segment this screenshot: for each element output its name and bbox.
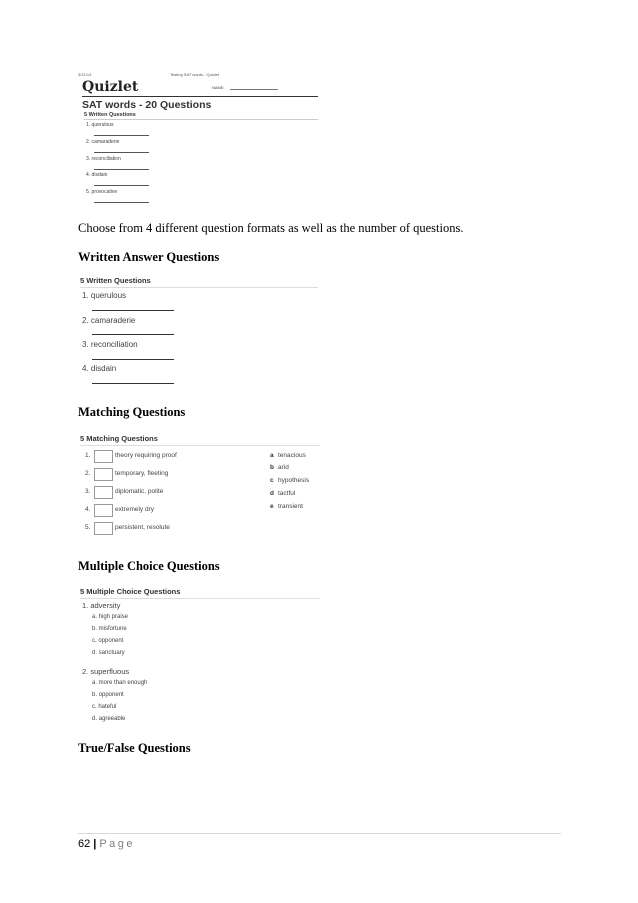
thumbnail-question: 2. camaraderie <box>86 139 120 145</box>
mc-option: a. high praise <box>92 614 129 620</box>
matching-answer-box[interactable] <box>94 522 113 535</box>
matching-block-title: 5 Matching Questions <box>80 434 158 443</box>
matching-option <box>270 490 295 497</box>
option-letter: d <box>270 490 274 497</box>
written-question: 1. querulous <box>82 291 127 300</box>
quizlet-thumbnail <box>78 72 322 206</box>
thumbnail-page-title: Testing SAT words - Quizlet <box>170 72 219 77</box>
matching-questions-block <box>80 434 320 531</box>
heading-true-false: True/False Questions <box>78 741 191 755</box>
option-text: arid <box>278 464 289 471</box>
mc-option: c. hateful <box>92 704 117 710</box>
mc-option: b. misfortune <box>92 626 127 632</box>
written-block-rule <box>80 287 318 288</box>
thumbnail-section-title: 5 Written Questions <box>84 112 136 118</box>
thumbnail-rule <box>82 96 318 97</box>
footer-rule <box>78 833 561 834</box>
quizlet-logo: Quizlet <box>82 79 139 95</box>
answer-line <box>92 334 174 335</box>
mc-option: d. agreeable <box>92 716 126 722</box>
mc-option: c. opponent <box>92 638 124 644</box>
written-block-title: 5 Written Questions <box>80 276 151 285</box>
answer-line <box>92 310 174 311</box>
matching-term: persistent, resolute <box>115 524 170 531</box>
answer-line <box>94 202 149 203</box>
option-text: tactful <box>278 490 296 497</box>
matching-term: diplomatic, polite <box>115 488 164 495</box>
matching-option <box>270 477 309 484</box>
thumbnail-section-rule <box>84 119 318 120</box>
written-question: 3. reconciliation <box>82 340 138 349</box>
mc-question: 1. adversity <box>82 601 121 610</box>
matching-block-rule <box>80 445 320 446</box>
heading-written: Written Answer Questions <box>78 250 220 264</box>
answer-line <box>94 169 149 170</box>
thumbnail-title: SAT words - 20 Questions <box>82 99 212 111</box>
page-footer <box>78 838 135 850</box>
matching-number: 5. <box>85 524 91 531</box>
matching-term: temporary, fleeting <box>115 470 169 477</box>
name-label: NAME: <box>212 85 225 90</box>
option-text: tenacious <box>278 452 306 459</box>
mc-block-rule <box>80 598 320 599</box>
option-text: hypothesis <box>278 477 310 484</box>
thumbnail-question: 4. disdain <box>86 172 108 178</box>
mc-option: d. sanctuary <box>92 650 125 656</box>
heading-multiple-choice: Multiple Choice Questions <box>78 559 220 573</box>
matching-term: extremely dry <box>115 506 155 513</box>
matching-answer-box[interactable] <box>94 504 113 517</box>
answer-line <box>92 359 174 360</box>
option-letter: b <box>270 464 274 471</box>
thumbnail-date: 3/21/13 <box>78 72 92 77</box>
thumbnail-question: 5. provocative <box>86 189 118 195</box>
matching-number: 4. <box>85 506 91 513</box>
matching-term: theory requiring proof <box>115 452 177 459</box>
matching-answer-box[interactable] <box>94 450 113 463</box>
matching-number: 1. <box>85 452 91 459</box>
option-letter: e <box>270 503 274 510</box>
mc-option: b. opponent <box>92 692 124 698</box>
matching-option <box>270 503 303 510</box>
footer-separator: | <box>93 838 97 850</box>
written-question: 4. disdain <box>82 364 117 373</box>
answer-line <box>94 152 149 153</box>
answer-line <box>94 185 149 186</box>
intro-paragraph: Choose from 4 different question formats as well as the number of questions. <box>78 221 464 235</box>
multiple-choice-block <box>80 587 320 722</box>
written-questions-block <box>80 276 318 373</box>
option-text: transient <box>278 503 303 510</box>
name-line <box>230 89 278 90</box>
option-letter: c <box>270 477 274 484</box>
matching-number: 3. <box>85 488 91 495</box>
answer-line <box>94 135 149 136</box>
heading-matching: Matching Questions <box>78 405 186 419</box>
mc-question: 2. superfluous <box>82 667 130 676</box>
mc-option: a. more than enough <box>92 680 148 686</box>
thumbnail-question: 1. querulous <box>86 122 114 128</box>
option-letter: a <box>270 452 274 459</box>
matching-option <box>270 464 289 471</box>
mc-block-title: 5 Multiple Choice Questions <box>80 587 181 596</box>
matching-option <box>270 452 306 459</box>
thumbnail-question: 3. reconciliation <box>86 156 121 162</box>
matching-answer-box[interactable] <box>94 486 113 499</box>
matching-answer-box[interactable] <box>94 468 113 481</box>
page-label: Page <box>99 838 136 850</box>
matching-number: 2. <box>85 470 91 477</box>
answer-line <box>92 383 174 384</box>
written-question: 2. camaraderie <box>82 316 136 325</box>
page-number: 62 <box>78 838 91 850</box>
